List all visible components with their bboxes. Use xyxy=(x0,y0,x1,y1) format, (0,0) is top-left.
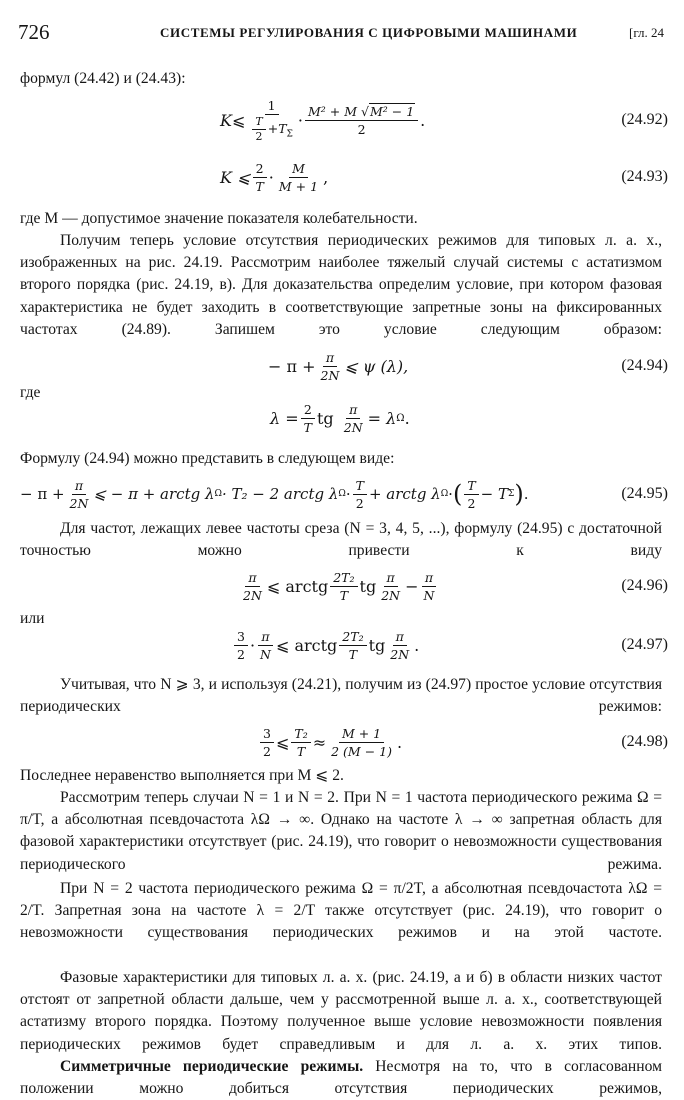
equation-24-97 xyxy=(20,623,668,667)
fraction: $\frac{\text{M² + M √M² − 1}}{2}$ xyxy=(305,104,418,137)
equation-number: (24.97) xyxy=(621,636,668,653)
paragraph-8: Учитывая, что N ⩾ 3, и используя (24.21), получим из (24.97) простое условие отсутствия периодических режимов: xyxy=(20,676,662,716)
equation-24-92 xyxy=(20,98,668,142)
paragraph-6: Для частот, лежащих левее частоты среза (N = 3, 4, 5, ...), формулу (24.95) с достаточной точностью можно привести к виду xyxy=(20,520,662,560)
paragraph-3: Получим теперь условие отсутствия периодических режимов для типовых л. а. х., изображенных на рис. 24.19. Рассмотрим наиболее тяжелый случай системы с астатизмом второго порядка (рис. 24.19, в). Для доказательства определим условие, при котором фазовая характеристика не будет заходить в соответствующие запретные зоны на фиксированных частотах (24.89). Запишем это условие следующим образом: xyxy=(20,232,662,338)
paragraph-2: где M — допустимое значение показателя колебательности. xyxy=(20,210,418,227)
section-heading: Симметричные периодические режимы. xyxy=(60,1058,364,1075)
equation-number: (24.93) xyxy=(621,168,668,185)
equation-24-94-formula: − π + $\frac{\pi}{2N}$ ⩽ ψ (λ), xyxy=(268,349,409,383)
equation-24-95 xyxy=(20,472,668,516)
page-number: 726 xyxy=(18,20,50,44)
equation-number: (24.92) xyxy=(621,111,668,128)
equation-24-93 xyxy=(20,155,668,199)
section-text: Несмотря на то, что в согласованном положении можно добиться отсутствия периодических режимов, xyxy=(20,1058,662,1098)
fraction: 1 $\frac{T}{2}$ $+T_\Sigma$ xyxy=(247,98,296,143)
paragraph-10: Рассмотрим теперь случаи N = 1 и N = 2. При N = 1 частота периодического режима Ω = π/T, а абсолютная псевдочастота λΩ → ∞. Однако на частоте λ → ∞ запретная область для фазовой характеристики отсутствует (рис. 24.19), что говорит о невозможности существования периодического режима. xyxy=(20,789,662,873)
paragraph-9: Последнее неравенство выполняется при M ⩽ 2. xyxy=(20,767,344,784)
paragraph-13 xyxy=(20,1056,662,1100)
chapter-label: [гл. 24 xyxy=(629,25,664,40)
equation-24-96-formula: $\frac{\pi}{2N}$ ⩽ arctg $\frac{\text{2T₂}}{T}$ tg $\frac{\pi}{2N}$ − $\frac{\pi}{N}$ xyxy=(243,569,435,603)
equation-24-96 xyxy=(20,564,668,608)
equation-number: (24.95) xyxy=(621,485,668,502)
equation-24-95-formula: − π + $\frac{\pi}{2N}$ ⩽ − π + arctg λ Ω · T₂ − 2 arctg λ Ω · $\frac{T}{2}$ + arctg λ Ω · ( $\frac{T}{2}$ − T Σ ) . xyxy=(20,477,529,511)
paragraph-1: формул (24.42) и (24.43): xyxy=(20,70,186,87)
paragraph-7: или xyxy=(20,610,45,627)
equation-24-92-formula: K ⩽ 1 $\frac{T}{2}$ $+T_\Sigma$ · $\frac{\text{M² + M √M² − 1}}{2}$ . xyxy=(220,97,426,143)
paragraph-5: Формулу (24.94) можно представить в следующем виде: xyxy=(20,450,395,467)
page-header xyxy=(18,20,666,46)
equation-number: (24.96) xyxy=(621,577,668,594)
paragraph-12: Фазовые характеристики для типовых л. а. х. (рис. 24.19, а и б) в области низких частот отстоят от запретной области дальше, чем у рассмотренной выше л. а. х., соответствующей астатизму второго порядка. Поэтому полученное выше условие невозможности появления периодических режимов будет справедливым и для л. а. х. этих типов. xyxy=(20,969,662,1053)
paragraph-4: где xyxy=(20,384,41,401)
equation-lambda-formula: λ = $\frac{2}{T}$ tg $\frac{\pi}{2N}$ = λ Ω . xyxy=(270,401,410,435)
equation-24-97-formula: $\frac{3}{2}$ · $\frac{\pi}{N}$ ⩽ arctg $\frac{\text{2T₂}}{T}$ tg $\frac{\pi}{2N}$ . xyxy=(232,623,419,667)
equation-24-98-formula: $\frac{3}{2}$ ⩽ $\frac{\text{T₂}}{T}$ ≈ $\frac{M + 1}{2 (M - 1)}$ . xyxy=(258,720,402,764)
running-title: СИСТЕМЫ РЕГУЛИРОВАНИЯ С ЦИФРОВЫМИ МАШИНАМИ xyxy=(160,25,578,40)
equation-24-98 xyxy=(20,720,668,764)
equation-number: (24.94) xyxy=(621,357,668,374)
equation-number: (24.98) xyxy=(621,733,668,750)
equation-24-93-formula: K ⩽ $\frac{2}{T}$ · $\frac{M}{M + 1}$ , xyxy=(220,160,329,194)
paragraph-11: При N = 2 частота периодического режима Ω = π/2T, а абсолютная псевдочастота λΩ = 2/T. Запретная зона на частоте λ = 2/T также отсутствует (рис. 24.19), что говорит о невозможности существования периодических режимов и на этой частоте. xyxy=(20,880,662,942)
equation-lambda xyxy=(20,396,668,440)
